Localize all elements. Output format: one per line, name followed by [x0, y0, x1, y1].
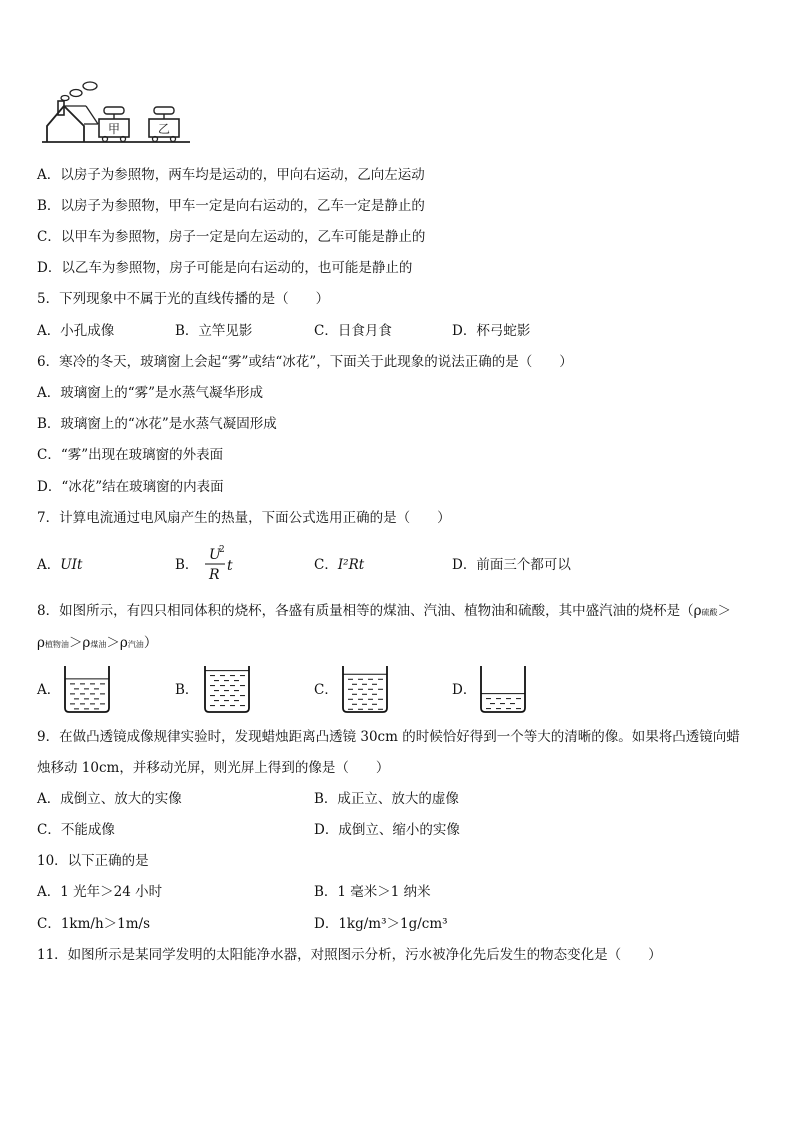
q8-gt1: ＞	[717, 603, 732, 619]
q10-option-b: B．1 毫米＞1 纳米	[314, 884, 431, 900]
beaker-outline	[205, 666, 249, 712]
fraction-exponent: 2	[219, 545, 225, 555]
q9-stem-line2: 烛移动 10cm，并移动光屏，则光屏上得到的像是（ ）	[37, 760, 390, 776]
q5-stem: 5．下列现象中不属于光的直线传播的是（ ）	[37, 291, 330, 307]
fraction-denominator: R	[209, 567, 220, 583]
beaker-c	[340, 664, 390, 716]
q7-stem: 7．计算电流通过电风扇产生的热量，下面公式选用正确的是（ ）	[37, 510, 451, 526]
q8-gt3: ＞ρ	[106, 635, 128, 651]
q7-option-b-label: B．	[175, 557, 199, 573]
fraction-numerator: U	[209, 547, 221, 563]
q9-option-d: D．成倒立、缩小的实像	[314, 822, 460, 838]
q8-sub-vegetable: 植物油	[44, 640, 69, 649]
q5-option-a: A．小孔成像	[37, 323, 115, 339]
q8-stem-text: 8．如图所示，有四只相同体积的烧杯，各盛有质量相等的煤油、汽油、植物油和硫酸，其中盛汽油的烧杯是（ρ	[37, 603, 702, 619]
q5-option-b: B．立竿见影	[175, 323, 253, 339]
q7-option-c-label: C．	[314, 557, 338, 573]
fraction-tail: t	[227, 558, 233, 574]
q9-option-b: B．成正立、放大的虚像	[314, 791, 459, 807]
car-b-label: 乙	[157, 122, 171, 136]
q8-stem-line1	[37, 601, 731, 623]
q9-stem-line1: 9．在做凸透镜成像规律实验时，发现蜡烛距离凸透镜 30cm 的时候恰好得到一个等大的清晰的像。如果将凸透镜向蜡	[37, 729, 740, 745]
beaker-b	[202, 664, 252, 716]
car-b	[149, 107, 179, 142]
q10-option-a: A．1 光年＞24 小时	[37, 884, 163, 900]
q4-option-c: C．以甲车为参照物，房子一定是向左运动的，乙车可能是静止的	[37, 229, 426, 245]
q5-option-d: D．杯弓蛇影	[452, 323, 531, 339]
q8-sub-kerosene: 煤油	[90, 640, 107, 649]
q10-option-c: C．1km/h＞1m/s	[37, 916, 151, 932]
q10-stem: 10．以下正确的是	[37, 853, 149, 869]
q8-option-a-label: A．	[37, 682, 61, 698]
q5-option-c: C．日食月食	[314, 323, 392, 339]
q7-option-a	[37, 555, 82, 575]
q7-option-d: D．前面三个都可以	[452, 557, 571, 573]
q10-option-d: D．1kg/m³＞1g/cm³	[314, 916, 448, 932]
q4-option-d: D．以乙车为参照物，房子可能是向右运动的，也可能是静止的	[37, 260, 413, 276]
q6-option-d: D．“冰花”结在玻璃窗的内表面	[37, 479, 224, 495]
car-a	[99, 107, 129, 142]
house-cars-figure	[42, 76, 192, 148]
q7-option-a-formula: UIt	[60, 557, 83, 573]
q9-option-a: A．成倒立、放大的实像	[37, 791, 182, 807]
q9-option-c: C．不能成像	[37, 822, 115, 838]
q6-option-c: C．“雾”出现在玻璃窗的外表面	[37, 447, 224, 463]
q8-sub-gasoline: 汽油	[127, 640, 144, 649]
q7-option-c	[314, 555, 364, 575]
q6-stem: 6．寒冷的冬天，玻璃窗上会起“雾”或结“冰花”，下面关于此现象的说法正确的是（ ）	[37, 354, 573, 370]
q4-option-a: A．以房子为参照物，两车均是运动的，甲向右运动，乙向左运动	[37, 167, 425, 183]
q8-stem-line2	[37, 633, 157, 655]
q4-option-b: B．以房子为参照物，甲车一定是向右运动的，乙车一定是静止的	[37, 198, 425, 214]
q11-stem: 11．如图所示是某同学发明的太阳能净水器，对照图示分析，污水被净化先后发生的物态变化是（ ）	[37, 947, 662, 963]
q7-option-b-fraction	[200, 544, 240, 584]
beaker-d	[478, 664, 528, 716]
q8-close: ）	[143, 635, 158, 651]
q7-option-c-formula: I²Rt	[337, 557, 365, 573]
q8-gt2: ＞ρ	[68, 635, 91, 651]
beaker-a	[62, 664, 112, 716]
q8-option-c-label: C．	[314, 682, 338, 698]
q7-option-a-label: A．	[37, 557, 61, 573]
q8-option-d-label: D．	[452, 682, 477, 698]
q8-rho2: ρ	[37, 635, 45, 651]
car-a-label: 甲	[107, 122, 121, 136]
q6-option-a: A．玻璃窗上的“雾”是水蒸气凝华形成	[37, 385, 264, 401]
q8-sub-sulfuric: 硫酸	[701, 608, 718, 617]
q6-option-b: B．玻璃窗上的“冰花”是水蒸气凝固形成	[37, 416, 277, 432]
beaker-outline	[481, 666, 525, 712]
q8-option-b-label: B．	[175, 682, 199, 698]
